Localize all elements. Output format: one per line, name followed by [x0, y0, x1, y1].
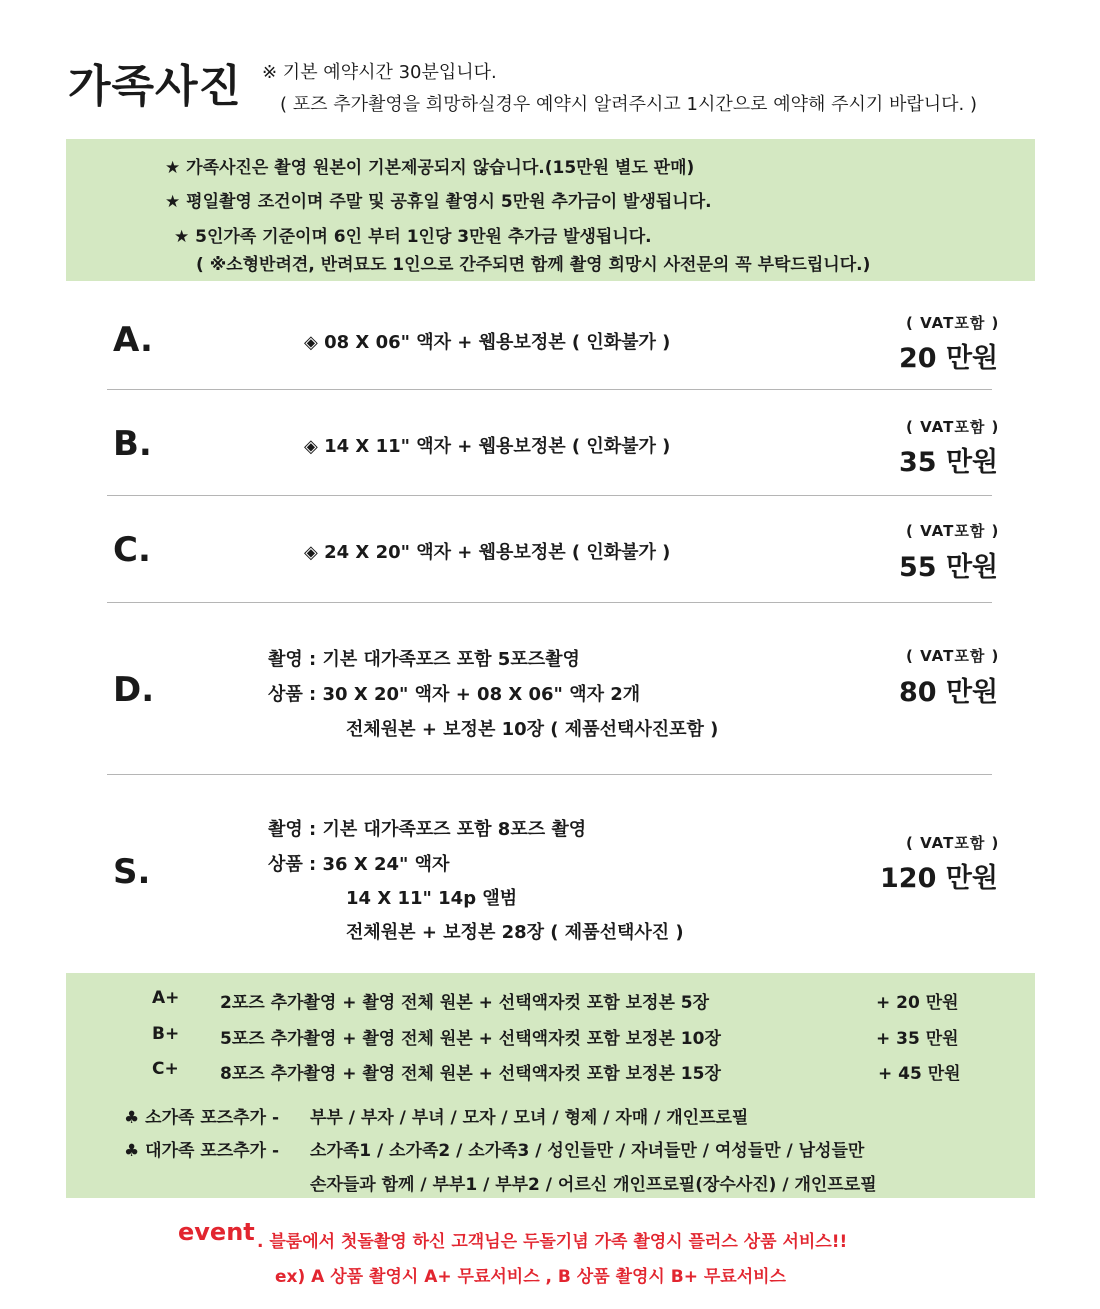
package-description: ◈ 08 X 06" 액자 + 웹용보정본 ( 인화불가 ): [304, 332, 671, 353]
divider: [107, 389, 992, 390]
notice-line: ★ 가족사진은 촬영 원본이 기본제공되지 않습니다.(15만원 별도 판매): [165, 158, 695, 178]
large-family-pose-list: 손자들과 함께 / 부부1 / 부부2 / 어르신 개인프로필(장수사진) / 개인프로필: [310, 1175, 877, 1195]
vat-label: ( VAT포함 ): [906, 834, 1000, 852]
divider: [107, 495, 992, 496]
addon-price: + 20 만원: [876, 993, 959, 1013]
vat-label: ( VAT포함 ): [906, 314, 1000, 332]
vat-label: ( VAT포함 ): [906, 647, 1000, 665]
package-price: 80 만원: [899, 677, 999, 708]
addon-description: 8포즈 추가촬영 + 촬영 전체 원본 + 선택액자컷 포함 보정본 15장: [220, 1064, 721, 1084]
notice-box: [66, 139, 1035, 281]
package-line: 촬영 : 기본 대가족포즈 포함 5포즈촬영: [268, 649, 580, 670]
package-description: ◈ 14 X 11" 액자 + 웹용보정본 ( 인화불가 ): [304, 436, 671, 457]
package-line: 상품 : 36 X 24" 액자: [268, 854, 450, 875]
divider: [107, 774, 992, 775]
small-family-pose-list: 부부 / 부자 / 부녀 / 모자 / 모녀 / 형제 / 자매 / 개인프로필: [310, 1108, 749, 1128]
package-letter: S.: [113, 852, 151, 892]
addon-box: [66, 973, 1035, 1198]
event-example: ex) A 상품 촬영시 A+ 무료서비스 , B 상품 촬영시 B+ 무료서비스: [275, 1267, 786, 1287]
page-title: 가족사진: [68, 61, 243, 112]
notice-line: ( ※소형반려견, 반려묘도 1인으로 간주되면 함께 촬영 희망시 사전문의 꼭 부탁드립니다.): [196, 255, 871, 275]
package-description: ◈ 24 X 20" 액자 + 웹용보정본 ( 인화불가 ): [304, 542, 671, 563]
large-family-pose-label: ♣ 대가족 포즈추가 -: [124, 1141, 280, 1161]
package-price: 20 만원: [899, 343, 999, 374]
vat-label: ( VAT포함 ): [906, 418, 1000, 436]
package-line: 전체원본 + 보정본 10장 ( 제품선택사진포함 ): [346, 719, 719, 740]
addon-code: B+: [152, 1024, 180, 1044]
package-line: 14 X 11" 14p 앨범: [346, 888, 518, 909]
extra-pose-note: ( 포즈 추가촬영을 희망하실경우 예약시 알려주시고 1시간으로 예약해 주시기 바랍니다. ): [280, 94, 978, 115]
addon-code: C+: [152, 1059, 179, 1079]
booking-time-note: ※ 기본 예약시간 30분입니다.: [262, 62, 497, 83]
package-price: 55 만원: [899, 552, 999, 583]
package-line: 전체원본 + 보정본 28장 ( 제품선택사진 ): [346, 922, 684, 943]
notice-line: ★ 5인가족 기준이며 6인 부터 1인당 3만원 추가금 발생됩니다.: [174, 227, 652, 247]
divider: [107, 602, 992, 603]
notice-line: ★ 평일촬영 조건이며 주말 및 공휴일 촬영시 5만원 추가금이 발생됩니다.: [165, 192, 712, 212]
event-label: event: [178, 1218, 255, 1246]
event-description: . 블룸에서 첫돌촬영 하신 고객님은 두돌기념 가족 촬영시 플러스 상품 서비스!!: [257, 1232, 848, 1252]
addon-description: 5포즈 추가촬영 + 촬영 전체 원본 + 선택액자컷 포함 보정본 10장: [220, 1029, 721, 1049]
package-price: 120 만원: [880, 863, 998, 894]
package-line: 촬영 : 기본 대가족포즈 포함 8포즈 촬영: [268, 819, 587, 840]
package-letter: D.: [113, 670, 155, 710]
package-line: 상품 : 30 X 20" 액자 + 08 X 06" 액자 2개: [268, 684, 641, 705]
addon-price: + 45 만원: [878, 1064, 961, 1084]
package-price: 35 만원: [899, 447, 999, 478]
package-letter: A.: [113, 320, 153, 360]
package-letter: B.: [113, 424, 152, 464]
addon-code: A+: [152, 988, 180, 1008]
small-family-pose-label: ♣ 소가족 포즈추가 -: [124, 1108, 280, 1128]
package-letter: C.: [113, 530, 151, 570]
addon-price: + 35 만원: [876, 1029, 959, 1049]
addon-description: 2포즈 추가촬영 + 촬영 전체 원본 + 선택액자컷 포함 보정본 5장: [220, 993, 710, 1013]
large-family-pose-list: 소가족1 / 소가족2 / 소가족3 / 성인들만 / 자녀들만 / 여성들만 / 남성들만: [310, 1141, 865, 1161]
vat-label: ( VAT포함 ): [906, 522, 1000, 540]
